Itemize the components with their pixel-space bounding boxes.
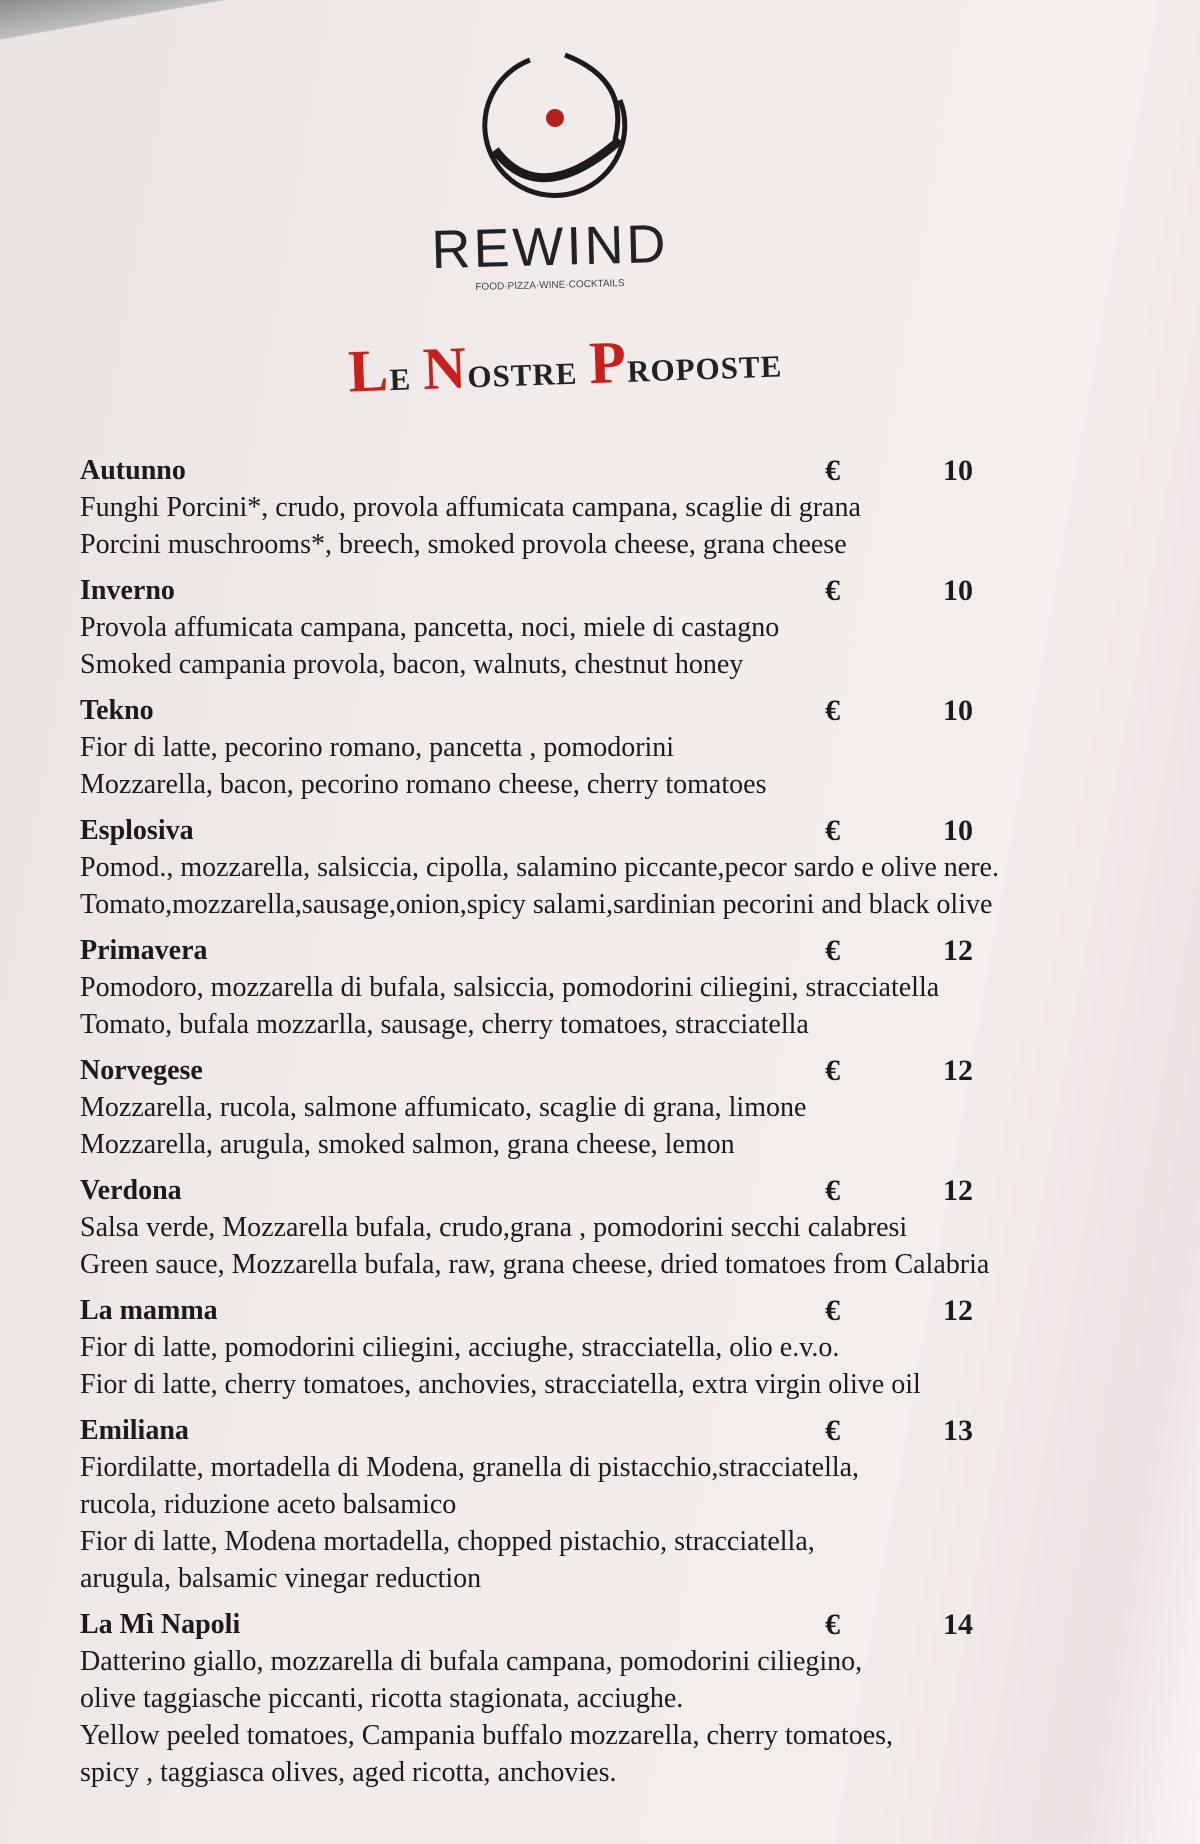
price-value: 12 xyxy=(943,1054,973,1087)
currency-symbol: € xyxy=(825,1608,840,1641)
item-description-it: Datterino giallo, mozzarella di bufala campana, pomodorini ciliegino, xyxy=(80,1646,863,1677)
price-value: 12 xyxy=(943,1174,973,1207)
item-description-it: Pomod., mozzarella, salsiccia, cipolla, salamino piccante,pecor sardo e olive nere. xyxy=(80,852,999,883)
item-description-en: Fior di latte, cherry tomatoes, anchovies, stracciatella, extra virgin olive oil xyxy=(80,1369,921,1400)
currency-symbol: € xyxy=(825,574,840,607)
item-header xyxy=(80,1292,1160,1329)
currency-symbol: € xyxy=(825,1294,840,1327)
item-description-it: Salsa verde, Mozzarella bufala, crudo,grana , pomodorini secchi calabresi xyxy=(80,1212,908,1243)
currency-symbol: € xyxy=(825,454,840,487)
menu-item xyxy=(80,1412,1160,1597)
item-description-en: Green sauce, Mozzarella bufala, raw, grana cheese, dried tomatoes from Calabria xyxy=(80,1249,990,1280)
title-initial: N xyxy=(421,334,469,402)
price-value: 10 xyxy=(943,694,973,727)
item-header xyxy=(80,1052,1160,1089)
item-header xyxy=(80,1606,1160,1643)
price-value: 12 xyxy=(943,934,973,967)
item-description-en: Yellow peeled tomatoes, Campania buffalo mozzarella, cherry tomatoes, xyxy=(80,1720,894,1751)
price-value: 10 xyxy=(943,574,973,607)
currency-symbol: € xyxy=(825,814,840,847)
menu-item xyxy=(80,1172,1160,1283)
currency-symbol: € xyxy=(825,1414,840,1447)
item-description-it: olive taggiasche piccanti, ricotta stagionata, acciughe. xyxy=(80,1683,684,1714)
rewind-logo-icon xyxy=(470,40,640,210)
item-header xyxy=(80,812,1160,849)
title-word: e xyxy=(388,350,412,401)
item-price xyxy=(825,1606,1005,1643)
item-name: Esplosiva xyxy=(80,815,194,846)
item-name: Inverno xyxy=(80,575,175,606)
item-price xyxy=(825,1292,1005,1329)
item-header xyxy=(80,572,1160,609)
menu-item xyxy=(80,452,1160,563)
price-value: 14 xyxy=(943,1608,973,1641)
item-name: Verdona xyxy=(80,1175,182,1206)
item-description-en: Mozzarella, arugula, smoked salmon, grana cheese, lemon xyxy=(80,1129,735,1160)
item-description-en: spicy , taggiasca olives, aged ricotta, anchovies. xyxy=(80,1757,617,1788)
currency-symbol: € xyxy=(825,934,840,967)
menu-item xyxy=(80,932,1160,1043)
price-value: 12 xyxy=(943,1294,973,1327)
item-header xyxy=(80,1172,1160,1209)
menu-item xyxy=(80,1606,1160,1791)
item-description-it: Funghi Porcini*, crudo, provola affumicata campana, scaglie di grana xyxy=(80,492,861,523)
item-description-en: Smoked campania provola, bacon, walnuts, chestnut honey xyxy=(80,649,744,680)
currency-symbol: € xyxy=(825,694,840,727)
item-header xyxy=(80,932,1160,969)
menu-item xyxy=(80,692,1160,803)
item-price xyxy=(825,572,1005,609)
menu-item xyxy=(80,812,1160,923)
price-value: 13 xyxy=(943,1414,973,1447)
item-header xyxy=(80,692,1160,729)
currency-symbol: € xyxy=(825,1054,840,1087)
currency-symbol: € xyxy=(825,1174,840,1207)
brand-name: REWIND xyxy=(430,213,670,281)
title-word: ostre xyxy=(466,344,579,398)
item-description-it: Provola affumicata campana, pancetta, noci, miele di castagno xyxy=(80,612,780,643)
title-initial: P xyxy=(587,328,628,397)
item-price xyxy=(825,1052,1005,1089)
item-header xyxy=(80,452,1160,489)
price-value: 10 xyxy=(943,814,973,847)
item-description-it: Mozzarella, rucola, salmone affumicato, scaglie di grana, limone xyxy=(80,1092,807,1123)
item-name: Norvegese xyxy=(80,1055,203,1086)
item-description-it: Fior di latte, pecorino romano, pancetta , pomodorini xyxy=(80,732,675,763)
item-header xyxy=(80,1412,1160,1449)
item-name: Primavera xyxy=(80,935,208,966)
item-price xyxy=(825,812,1005,849)
menu-item xyxy=(80,1292,1160,1403)
item-price xyxy=(825,692,1005,729)
item-price xyxy=(825,932,1005,969)
item-description-it: Fiordilatte, mortadella di Modena, granella di pistacchio,stracciatella, xyxy=(80,1452,860,1483)
table-edge xyxy=(0,0,320,40)
item-description-it: rucola, riduzione aceto balsamico xyxy=(80,1489,457,1520)
item-description-en: Fior di latte, Modena mortadella, chopped pistachio, stracciatella, xyxy=(80,1526,815,1557)
item-price xyxy=(825,1412,1005,1449)
title-word: roposte xyxy=(626,337,783,392)
menu-list xyxy=(80,452,1160,1800)
item-price xyxy=(825,1172,1005,1209)
price-value: 10 xyxy=(943,454,973,487)
item-description-en: Porcini muschrooms*, breech, smoked provola cheese, grana cheese xyxy=(80,529,847,560)
page-title xyxy=(0,310,1131,418)
item-description-en: Tomato, bufala mozzarlla, sausage, cherry tomatoes, stracciatella xyxy=(80,1009,809,1040)
menu-item xyxy=(80,1052,1160,1163)
item-description-it: Pomodoro, mozzarella di bufala, salsiccia, pomodorini ciliegini, stracciatella xyxy=(80,972,940,1003)
menu-item xyxy=(80,572,1160,683)
item-name: Emiliana xyxy=(80,1415,189,1446)
brand-tagline: FOOD·PIZZA·WINE·COCKTAILS xyxy=(475,278,625,293)
title-initial: L xyxy=(346,337,391,405)
item-name: Autunno xyxy=(80,455,186,486)
item-description-en: Tomato,mozzarella,sausage,onion,spicy salami,sardinian pecorini and black olive xyxy=(80,889,993,920)
item-name: La Mì Napoli xyxy=(80,1609,241,1640)
item-name: Tekno xyxy=(80,695,154,726)
item-price xyxy=(825,452,1005,489)
item-description-en: arugula, balsamic vinegar reduction xyxy=(80,1563,482,1594)
item-description-it: Fior di latte, pomodorini ciliegini, acciughe, stracciatella, olio e.v.o. xyxy=(80,1332,840,1363)
item-description-en: Mozzarella, bacon, pecorino romano cheese, cherry tomatoes xyxy=(80,769,767,800)
item-name: La mamma xyxy=(80,1295,218,1326)
